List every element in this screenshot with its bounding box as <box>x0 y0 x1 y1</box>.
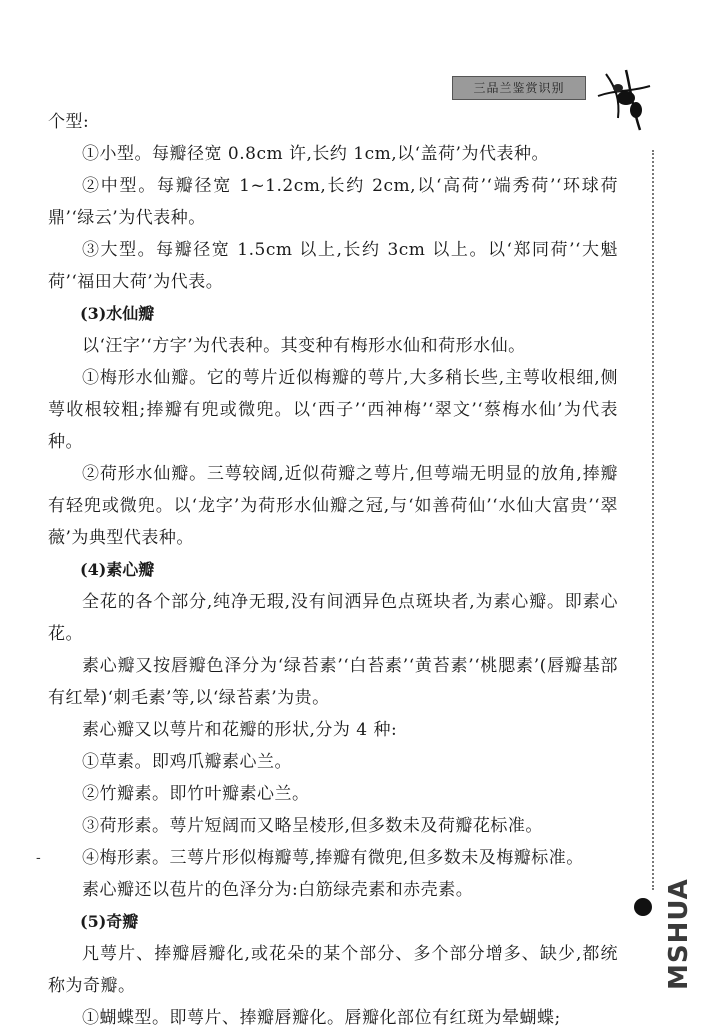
running-header-label: 三品兰鉴赏识别 <box>473 81 565 95</box>
margin-mark: - <box>36 850 41 866</box>
paragraph: 以‘汪字’‘方字’为代表种。其变种有梅形水仙和荷形水仙。 <box>82 336 526 356</box>
page-body <box>48 106 618 1034</box>
paragraph: ①草素。即鸡爪瓣素心兰。 <box>82 752 292 772</box>
paragraph: ①梅形水仙瓣。它的萼片近似梅瓣的萼片,大多稍长些,主萼收根细,侧萼收根较粗;捧瓣有兜或微兜。以‘西子’‘西神梅’‘翠文’‘蔡梅水仙’为代表种。 <box>48 368 618 452</box>
margin-dotted-rule <box>652 150 654 890</box>
section-heading: (3)水仙瓣 <box>80 304 155 323</box>
paragraph: ③荷形素。萼片短阔而又略呈棱形,但多数未及荷瓣花标准。 <box>82 816 543 836</box>
paragraph: ②竹瓣素。即竹叶瓣素心兰。 <box>82 784 310 804</box>
paragraph: ②中型。每瓣径宽 1~1.2cm,长约 2cm,以‘高荷’‘端秀荷’‘环球荷鼎’‘绿云’为代表种。 <box>48 176 618 228</box>
paragraph: 素心瓣又以萼片和花瓣的形状,分为 4 种: <box>82 720 398 740</box>
paragraph: 素心瓣又按唇瓣色泽分为‘绿苔素’‘白苔素’‘黄苔素’‘桃腮素’(唇瓣基部有红晕)‘刺毛素’等,以‘绿苔素’为贵。 <box>48 656 618 708</box>
section-heading: (4)素心瓣 <box>80 560 155 579</box>
paragraph: 个型: <box>48 112 90 132</box>
paragraph: 凡萼片、捧瓣唇瓣化,或花朵的某个部分、多个部分增多、缺少,都统称为奇瓣。 <box>48 944 618 996</box>
paragraph: ④梅形素。三萼片形似梅瓣萼,捧瓣有微兜,但多数未及梅瓣标准。 <box>82 848 584 868</box>
section-heading: (5)奇瓣 <box>80 912 139 931</box>
paragraph: 素心瓣还以苞片的色泽分为:白筋绿壳素和赤壳素。 <box>82 880 474 900</box>
paragraph: 全花的各个部分,纯净无瑕,没有间洒异色点斑块者,为素心瓣。即素心花。 <box>48 592 618 644</box>
paragraph: ①小型。每瓣径宽 0.8cm 许,长约 1cm,以‘盖荷’为代表种。 <box>82 144 549 164</box>
paragraph: ①蝴蝶型。即萼片、捧瓣唇瓣化。唇瓣化部位有红斑为晕蝴蝶; <box>82 1008 561 1028</box>
paragraph: ②荷形水仙瓣。三萼较阔,近似荷瓣之萼片,但萼端无明显的放角,捧瓣有轻兜或微兜。以‘龙字’为荷形水仙瓣之冠,与‘如善荷仙’‘水仙大富贵’‘翠薇’为典型代表种。 <box>48 464 618 548</box>
paragraph: ③大型。每瓣径宽 1.5cm 以上,长约 3cm 以上。以‘郑同荷’‘大魁荷’‘福田大荷’为代表。 <box>48 240 618 292</box>
running-header <box>452 76 586 100</box>
watermark: MSHUA <box>664 878 694 990</box>
page-marker-dot <box>634 898 652 916</box>
